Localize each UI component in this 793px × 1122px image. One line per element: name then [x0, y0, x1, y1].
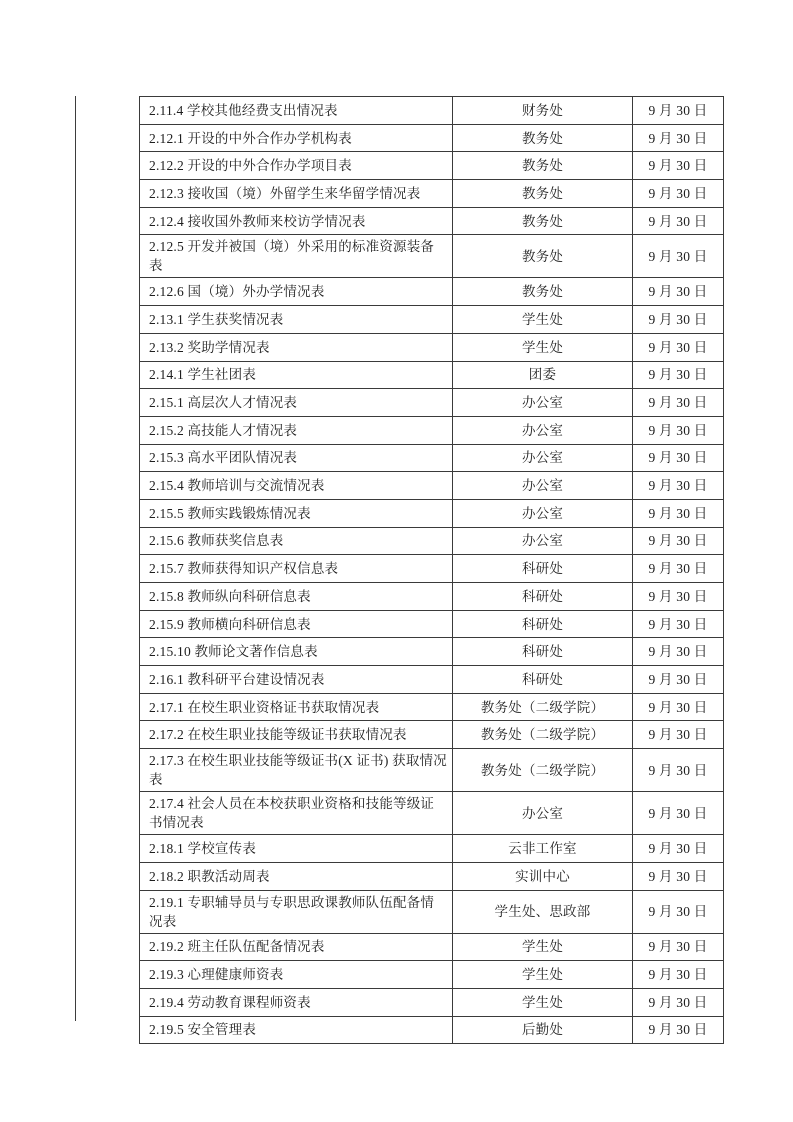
due-date-cell: 9 月 30 日 [633, 666, 724, 694]
department-cell: 学生处 [453, 933, 633, 961]
report-item-cell: 2.15.4 教师培训与交流情况表 [140, 472, 453, 500]
due-date-cell: 9 月 30 日 [633, 933, 724, 961]
table-row [140, 1016, 724, 1044]
due-date-cell: 9 月 30 日 [633, 207, 724, 235]
report-item-cell: 2.15.2 高技能人才情况表 [140, 416, 453, 444]
table-row [140, 749, 724, 792]
table-row [140, 583, 724, 611]
due-date-cell: 9 月 30 日 [633, 555, 724, 583]
due-date-cell: 9 月 30 日 [633, 638, 724, 666]
department-cell: 教务处（二级学院） [453, 693, 633, 721]
table-row [140, 235, 724, 278]
table-row [140, 890, 724, 933]
report-item-cell: 2.19.5 安全管理表 [140, 1016, 453, 1044]
table-row [140, 444, 724, 472]
report-item-cell: 2.11.4 学校其他经费支出情况表 [140, 97, 453, 125]
department-cell: 学生处 [453, 306, 633, 334]
due-date-cell: 9 月 30 日 [633, 835, 724, 863]
report-item-cell: 2.16.1 教科研平台建设情况表 [140, 666, 453, 694]
department-cell: 学生处、思政部 [453, 890, 633, 933]
due-date-cell: 9 月 30 日 [633, 124, 724, 152]
due-date-cell: 9 月 30 日 [633, 152, 724, 180]
table-row [140, 988, 724, 1016]
department-cell: 学生处 [453, 988, 633, 1016]
report-item-cell: 2.12.6 国（境）外办学情况表 [140, 278, 453, 306]
due-date-cell: 9 月 30 日 [633, 235, 724, 278]
report-item-cell: 2.12.1 开设的中外合作办学机构表 [140, 124, 453, 152]
due-date-cell: 9 月 30 日 [633, 749, 724, 792]
due-date-cell: 9 月 30 日 [633, 389, 724, 417]
due-date-cell: 9 月 30 日 [633, 527, 724, 555]
department-cell: 教务处 [453, 207, 633, 235]
department-cell: 科研处 [453, 583, 633, 611]
table-row [140, 333, 724, 361]
report-schedule-table-body [140, 97, 724, 1044]
table-row [140, 638, 724, 666]
table-row [140, 527, 724, 555]
department-cell: 科研处 [453, 638, 633, 666]
table-row [140, 693, 724, 721]
report-item-cell: 2.15.8 教师纵向科研信息表 [140, 583, 453, 611]
report-item-cell: 2.15.9 教师横向科研信息表 [140, 610, 453, 638]
report-item-cell: 2.15.1 高层次人才情况表 [140, 389, 453, 417]
department-cell: 办公室 [453, 527, 633, 555]
due-date-cell: 9 月 30 日 [633, 792, 724, 835]
department-cell: 教务处 [453, 235, 633, 278]
department-cell: 教务处（二级学院） [453, 749, 633, 792]
table-row [140, 306, 724, 334]
due-date-cell: 9 月 30 日 [633, 278, 724, 306]
due-date-cell: 9 月 30 日 [633, 416, 724, 444]
department-cell: 学生处 [453, 961, 633, 989]
report-item-cell: 2.17.3 在校生职业技能等级证书(X 证书) 获取情况表 [140, 749, 453, 792]
due-date-cell: 9 月 30 日 [633, 890, 724, 933]
department-cell: 科研处 [453, 666, 633, 694]
report-item-cell: 2.12.4 接收国外教师来校访学情况表 [140, 207, 453, 235]
report-item-cell: 2.17.2 在校生职业技能等级证书获取情况表 [140, 721, 453, 749]
report-item-cell: 2.15.3 高水平团队情况表 [140, 444, 453, 472]
department-cell: 学生处 [453, 333, 633, 361]
table-row [140, 721, 724, 749]
table-row [140, 499, 724, 527]
report-item-cell: 2.17.4 社会人员在本校获职业资格和技能等级证书情况表 [140, 792, 453, 835]
department-cell: 办公室 [453, 444, 633, 472]
report-item-cell: 2.15.5 教师实践锻炼情况表 [140, 499, 453, 527]
due-date-cell: 9 月 30 日 [633, 583, 724, 611]
department-cell: 科研处 [453, 610, 633, 638]
table-row [140, 933, 724, 961]
due-date-cell: 9 月 30 日 [633, 499, 724, 527]
table-row [140, 472, 724, 500]
table-row [140, 180, 724, 208]
report-item-cell: 2.14.1 学生社团表 [140, 361, 453, 389]
outer-table-left-border [75, 96, 76, 1021]
table-row [140, 152, 724, 180]
table-row [140, 124, 724, 152]
due-date-cell: 9 月 30 日 [633, 361, 724, 389]
due-date-cell: 9 月 30 日 [633, 180, 724, 208]
due-date-cell: 9 月 30 日 [633, 333, 724, 361]
report-item-cell: 2.19.4 劳动教育课程师资表 [140, 988, 453, 1016]
table-row [140, 555, 724, 583]
table-row [140, 97, 724, 125]
due-date-cell: 9 月 30 日 [633, 97, 724, 125]
due-date-cell: 9 月 30 日 [633, 472, 724, 500]
report-item-cell: 2.18.1 学校宣传表 [140, 835, 453, 863]
due-date-cell: 9 月 30 日 [633, 862, 724, 890]
report-item-cell: 2.12.5 开发并被国（境）外采用的标准资源装备表 [140, 235, 453, 278]
report-item-cell: 2.12.2 开设的中外合作办学项目表 [140, 152, 453, 180]
department-cell: 云非工作室 [453, 835, 633, 863]
table-row [140, 835, 724, 863]
department-cell: 财务处 [453, 97, 633, 125]
department-cell: 教务处（二级学院） [453, 721, 633, 749]
due-date-cell: 9 月 30 日 [633, 306, 724, 334]
report-item-cell: 2.13.2 奖助学情况表 [140, 333, 453, 361]
due-date-cell: 9 月 30 日 [633, 610, 724, 638]
report-item-cell: 2.15.6 教师获奖信息表 [140, 527, 453, 555]
department-cell: 办公室 [453, 792, 633, 835]
table-row [140, 207, 724, 235]
department-cell: 办公室 [453, 416, 633, 444]
department-cell: 办公室 [453, 472, 633, 500]
department-cell: 团委 [453, 361, 633, 389]
due-date-cell: 9 月 30 日 [633, 721, 724, 749]
table-row [140, 961, 724, 989]
table-row [140, 278, 724, 306]
department-cell: 教务处 [453, 152, 633, 180]
due-date-cell: 9 月 30 日 [633, 988, 724, 1016]
table-row [140, 862, 724, 890]
report-item-cell: 2.15.7 教师获得知识产权信息表 [140, 555, 453, 583]
table-row [140, 416, 724, 444]
due-date-cell: 9 月 30 日 [633, 961, 724, 989]
report-item-cell: 2.19.1 专职辅导员与专职思政课教师队伍配备情况表 [140, 890, 453, 933]
department-cell: 实训中心 [453, 862, 633, 890]
report-item-cell: 2.13.1 学生获奖情况表 [140, 306, 453, 334]
department-cell: 办公室 [453, 499, 633, 527]
report-item-cell: 2.15.10 教师论文著作信息表 [140, 638, 453, 666]
department-cell: 教务处 [453, 180, 633, 208]
due-date-cell: 9 月 30 日 [633, 444, 724, 472]
department-cell: 教务处 [453, 278, 633, 306]
report-item-cell: 2.12.3 接收国（境）外留学生来华留学情况表 [140, 180, 453, 208]
report-item-cell: 2.17.1 在校生职业资格证书获取情况表 [140, 693, 453, 721]
report-item-cell: 2.19.2 班主任队伍配备情况表 [140, 933, 453, 961]
department-cell: 教务处 [453, 124, 633, 152]
due-date-cell: 9 月 30 日 [633, 1016, 724, 1044]
due-date-cell: 9 月 30 日 [633, 693, 724, 721]
report-schedule-table [139, 96, 724, 1044]
report-item-cell: 2.18.2 职教活动周表 [140, 862, 453, 890]
report-item-cell: 2.19.3 心理健康师资表 [140, 961, 453, 989]
table-row [140, 610, 724, 638]
table-row [140, 361, 724, 389]
department-cell: 后勤处 [453, 1016, 633, 1044]
table-row [140, 666, 724, 694]
department-cell: 办公室 [453, 389, 633, 417]
table-row [140, 389, 724, 417]
department-cell: 科研处 [453, 555, 633, 583]
table-row [140, 792, 724, 835]
